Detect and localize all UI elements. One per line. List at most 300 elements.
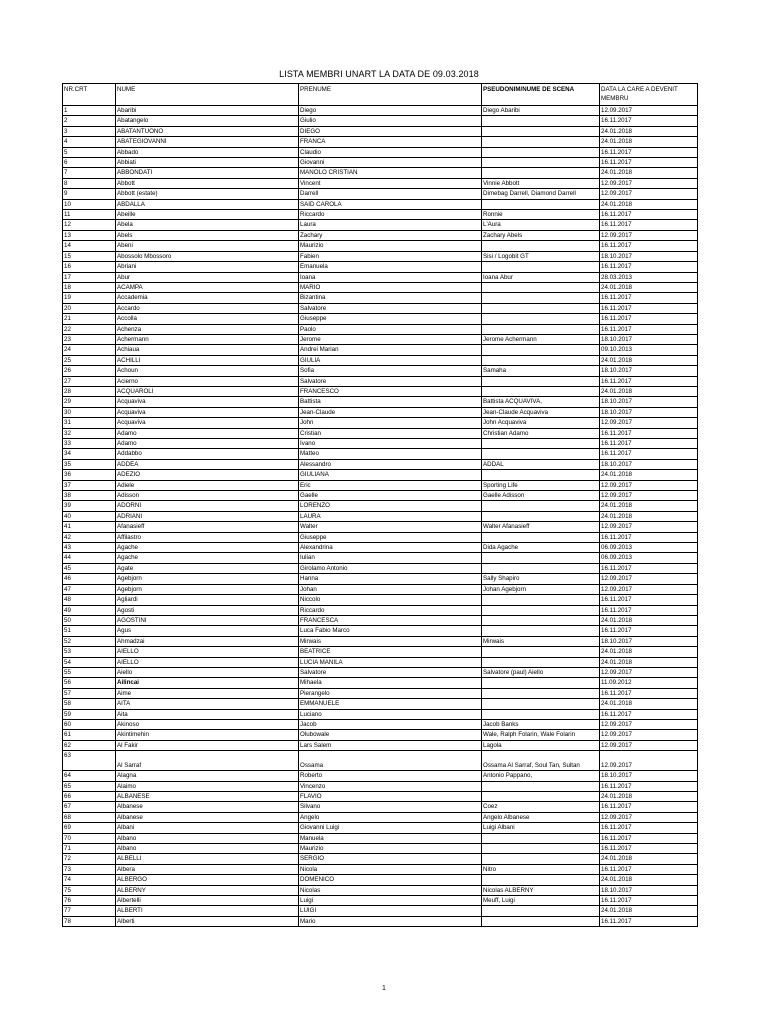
cell-data-membru: 11.09.2012	[600, 678, 698, 688]
cell-data-membru: 12.09.2017	[600, 522, 698, 532]
cell-pseudonim: Zachary Abels	[482, 230, 600, 240]
cell-pseudonim: Walter Afanasieff	[482, 522, 600, 532]
cell-nume: Adiele	[116, 480, 299, 490]
cell-prenume: DOMENICO	[299, 875, 482, 885]
cell-prenume: Bizantina	[299, 293, 482, 303]
cell-pseudonim	[482, 199, 600, 209]
cell-pseudonim: Johan Agebjorn	[482, 584, 600, 594]
cell-data-membru: 18.10.2017	[600, 397, 698, 407]
cell-nr-crt: 76	[63, 896, 116, 906]
cell-prenume: Nicolas	[299, 885, 482, 895]
cell-nume: Abossolo Mbossoro	[116, 251, 299, 261]
cell-nr-crt: 67	[63, 802, 116, 812]
table-row	[63, 532, 698, 542]
table-row	[63, 397, 698, 407]
cell-pseudonim	[482, 282, 600, 292]
cell-nr-crt: 48	[63, 595, 116, 605]
cell-pseudonim	[482, 501, 600, 511]
table-row	[63, 792, 698, 802]
cell-prenume: Riccardo	[299, 210, 482, 220]
cell-nume: Acquaviva	[116, 397, 299, 407]
cell-data-membru: 16.11.2017	[600, 439, 698, 449]
table-row	[63, 751, 698, 771]
cell-data-membru: 18.10.2017	[600, 636, 698, 646]
cell-pseudonim	[482, 854, 600, 864]
cell-data-membru: 24.01.2018	[600, 168, 698, 178]
cell-nr-crt: 1	[63, 106, 116, 116]
cell-nume: Abbado	[116, 147, 299, 157]
cell-data-membru: 16.11.2017	[600, 709, 698, 719]
cell-nume: ADORNI	[116, 501, 299, 511]
cell-nume: ALBERGO	[116, 875, 299, 885]
cell-data-membru: 18.10.2017	[600, 251, 698, 261]
cell-nume: Alaimo	[116, 781, 299, 791]
column-header-nume: NUME	[116, 84, 299, 106]
cell-data-membru: 16.11.2017	[600, 210, 698, 220]
table-row	[63, 282, 698, 292]
cell-prenume: Lars Salem	[299, 740, 482, 750]
cell-nr-crt: 39	[63, 501, 116, 511]
cell-data-membru: 16.11.2017	[600, 241, 698, 251]
table-row	[63, 137, 698, 147]
cell-data-membru: 12.09.2017	[600, 230, 698, 240]
cell-nume: Albanese	[116, 812, 299, 822]
cell-nume: Achoun	[116, 366, 299, 376]
cell-prenume: LUIGI	[299, 906, 482, 916]
table-row	[63, 667, 698, 677]
cell-data-membru: 16.11.2017	[600, 303, 698, 313]
cell-prenume: Luigi	[299, 896, 482, 906]
cell-nume: Adisson	[116, 491, 299, 501]
cell-pseudonim: Angelo Albanese	[482, 812, 600, 822]
cell-data-membru: 24.01.2018	[600, 386, 698, 396]
cell-prenume: Ioana	[299, 272, 482, 282]
table-row	[63, 574, 698, 584]
cell-nr-crt: 54	[63, 657, 116, 667]
cell-nr-crt: 70	[63, 833, 116, 843]
cell-nr-crt: 78	[63, 916, 116, 926]
cell-nume: Addabbo	[116, 449, 299, 459]
cell-prenume: Luciano	[299, 709, 482, 719]
table-row	[63, 439, 698, 449]
table-row	[63, 324, 698, 334]
table-row	[63, 812, 698, 822]
cell-nume: Afanasieff	[116, 522, 299, 532]
cell-nume: Accademia	[116, 293, 299, 303]
cell-nume: Akintimehin	[116, 730, 299, 740]
cell-pseudonim	[482, 168, 600, 178]
cell-prenume: Matteo	[299, 449, 482, 459]
table-row	[63, 511, 698, 521]
table-row	[63, 885, 698, 895]
table-row	[63, 678, 698, 688]
cell-nume: Accardo	[116, 303, 299, 313]
cell-nr-crt: 32	[63, 428, 116, 438]
cell-nume: ACHILLI	[116, 355, 299, 365]
cell-nr-crt: 45	[63, 563, 116, 573]
cell-nr-crt: 24	[63, 345, 116, 355]
cell-prenume: Roberto	[299, 771, 482, 781]
cell-nr-crt: 66	[63, 792, 116, 802]
table-row	[63, 355, 698, 365]
table-row	[63, 615, 698, 625]
cell-pseudonim	[482, 137, 600, 147]
cell-data-membru: 16.11.2017	[600, 896, 698, 906]
cell-pseudonim	[482, 449, 600, 459]
cell-nr-crt: 19	[63, 293, 116, 303]
table-row	[63, 251, 698, 261]
cell-prenume: FRANCA	[299, 137, 482, 147]
cell-nume: Agebjorn	[116, 584, 299, 594]
cell-data-membru: 24.01.2018	[600, 282, 698, 292]
cell-data-membru: 24.01.2018	[600, 511, 698, 521]
cell-prenume: Iulian	[299, 553, 482, 563]
cell-data-membru: 12.09.2017	[600, 667, 698, 677]
cell-nume: ALBANESE	[116, 792, 299, 802]
cell-prenume: Riccardo	[299, 605, 482, 615]
cell-nr-crt: 35	[63, 459, 116, 469]
table-row	[63, 210, 698, 220]
cell-nume: AGOSTINI	[116, 615, 299, 625]
table-row	[63, 178, 698, 188]
table-row	[63, 428, 698, 438]
cell-nr-crt: 13	[63, 230, 116, 240]
cell-prenume: Giuseppe	[299, 532, 482, 542]
cell-nr-crt: 34	[63, 449, 116, 459]
cell-pseudonim: Sisi / Logobit GT	[482, 251, 600, 261]
cell-data-membru: 16.11.2017	[600, 262, 698, 272]
cell-nr-crt: 12	[63, 220, 116, 230]
table-row	[63, 730, 698, 740]
cell-nume: AITA	[116, 699, 299, 709]
cell-nume: Aime	[116, 688, 299, 698]
cell-nr-crt: 23	[63, 334, 116, 344]
cell-pseudonim: Salvatore (paul) Aiello	[482, 667, 600, 677]
cell-pseudonim	[482, 532, 600, 542]
cell-nume: Aita	[116, 709, 299, 719]
table-header-row	[63, 84, 698, 106]
cell-nr-crt: 2	[63, 116, 116, 126]
cell-data-membru: 18.10.2017	[600, 334, 698, 344]
cell-nr-crt: 44	[63, 553, 116, 563]
cell-data-membru: 18.10.2017	[600, 885, 698, 895]
column-header-pseudonim: PSEUDONIM/NUME DE SCENA	[482, 84, 600, 106]
cell-nume: Abbiati	[116, 158, 299, 168]
table-row	[63, 543, 698, 553]
cell-pseudonim	[482, 699, 600, 709]
cell-data-membru: 18.10.2017	[600, 771, 698, 781]
cell-pseudonim	[482, 709, 600, 719]
cell-prenume: Eric	[299, 480, 482, 490]
cell-nr-crt: 56	[63, 678, 116, 688]
cell-data-membru: 24.01.2018	[600, 657, 698, 667]
cell-pseudonim: Luigi Albani	[482, 823, 600, 833]
cell-pseudonim	[482, 906, 600, 916]
cell-pseudonim: Nicolas ALBERNY	[482, 885, 600, 895]
cell-data-membru: 12.09.2017	[600, 189, 698, 199]
cell-nr-crt: 40	[63, 511, 116, 521]
cell-prenume: FLAVIO	[299, 792, 482, 802]
cell-nume: ALBERTI	[116, 906, 299, 916]
cell-nume: Abeille	[116, 210, 299, 220]
cell-pseudonim: Dimebag Darrell, Diamond Darrell	[482, 189, 600, 199]
cell-nume: Alagna	[116, 771, 299, 781]
cell-nume: ABBONDATI	[116, 168, 299, 178]
cell-pseudonim	[482, 615, 600, 625]
cell-pseudonim	[482, 781, 600, 791]
table-row	[63, 126, 698, 136]
cell-data-membru: 16.11.2017	[600, 376, 698, 386]
cell-data-membru: 16.11.2017	[600, 532, 698, 542]
cell-nume: Albano	[116, 833, 299, 843]
cell-prenume: Mario	[299, 916, 482, 926]
cell-prenume: Vincent	[299, 178, 482, 188]
cell-nume: AIELLO	[116, 647, 299, 657]
cell-data-membru: 18.10.2017	[600, 407, 698, 417]
cell-nr-crt: 62	[63, 740, 116, 750]
table-row	[63, 584, 698, 594]
table-row	[63, 480, 698, 490]
cell-pseudonim	[482, 605, 600, 615]
cell-data-membru: 16.11.2017	[600, 293, 698, 303]
cell-nr-crt: 8	[63, 178, 116, 188]
table-row	[63, 418, 698, 428]
cell-pseudonim: John Acquaviva	[482, 418, 600, 428]
cell-pseudonim	[482, 916, 600, 926]
cell-nume: ADRIANI	[116, 511, 299, 521]
cell-data-membru: 24.01.2018	[600, 615, 698, 625]
cell-data-membru: 06.09.2013	[600, 553, 698, 563]
cell-pseudonim	[482, 241, 600, 251]
cell-nr-crt: 15	[63, 251, 116, 261]
cell-nr-crt: 9	[63, 189, 116, 199]
cell-nr-crt: 61	[63, 730, 116, 740]
cell-nume: ABDALLA	[116, 199, 299, 209]
cell-nume: Achiaua	[116, 345, 299, 355]
cell-data-membru: 12.09.2017	[600, 178, 698, 188]
cell-prenume: FRANCESCA	[299, 615, 482, 625]
table-row	[63, 657, 698, 667]
cell-nume: Abaribi	[116, 106, 299, 116]
cell-pseudonim	[482, 116, 600, 126]
cell-data-membru: 24.01.2018	[600, 199, 698, 209]
cell-nr-crt: 27	[63, 376, 116, 386]
cell-nume: Abur	[116, 272, 299, 282]
cell-pseudonim	[482, 833, 600, 843]
cell-prenume: Angelo	[299, 812, 482, 822]
cell-prenume: Darrell	[299, 189, 482, 199]
cell-nr-crt: 22	[63, 324, 116, 334]
column-header-nr-crt: NR.CRT	[63, 84, 116, 106]
table-row	[63, 386, 698, 396]
cell-nume: ALBELLI	[116, 854, 299, 864]
table-row	[63, 314, 698, 324]
cell-data-membru: 16.11.2017	[600, 220, 698, 230]
table-row	[63, 875, 698, 885]
cell-prenume: Nicola	[299, 864, 482, 874]
cell-data-membru: 24.01.2018	[600, 647, 698, 657]
cell-nume: Al Sarraf	[116, 751, 299, 771]
cell-nr-crt: 52	[63, 636, 116, 646]
cell-nume: Abeni	[116, 241, 299, 251]
cell-prenume: Girolamo Antonio	[299, 563, 482, 573]
cell-pseudonim	[482, 303, 600, 313]
cell-pseudonim: Mirwais	[482, 636, 600, 646]
cell-nr-crt: 49	[63, 605, 116, 615]
cell-nume: Agache	[116, 543, 299, 553]
cell-prenume: Johan	[299, 584, 482, 594]
cell-data-membru: 12.09.2017	[600, 740, 698, 750]
cell-nr-crt: 72	[63, 854, 116, 864]
cell-nume: Albani	[116, 823, 299, 833]
cell-nume: Akinoso	[116, 719, 299, 729]
cell-data-membru: 12.09.2017	[600, 812, 698, 822]
cell-nume: Accolla	[116, 314, 299, 324]
cell-nume: Ailincai	[116, 678, 299, 688]
table-row	[63, 189, 698, 199]
cell-prenume: Alessandro	[299, 459, 482, 469]
cell-nr-crt: 37	[63, 480, 116, 490]
cell-nume: ABATANTUONO	[116, 126, 299, 136]
cell-pseudonim	[482, 470, 600, 480]
cell-data-membru: 06.09.2013	[600, 543, 698, 553]
table-row	[63, 158, 698, 168]
cell-nume: Al Fakir	[116, 740, 299, 750]
table-row	[63, 781, 698, 791]
cell-prenume: Maurizio	[299, 844, 482, 854]
cell-prenume: Laura	[299, 220, 482, 230]
cell-nr-crt: 36	[63, 470, 116, 480]
table-row	[63, 771, 698, 781]
cell-pseudonim: Jean-Claude Acquaviva	[482, 407, 600, 417]
table-row	[63, 854, 698, 864]
members-table	[62, 83, 698, 927]
table-row	[63, 293, 698, 303]
table-row	[63, 844, 698, 854]
cell-pseudonim	[482, 678, 600, 688]
cell-pseudonim: Dida Agache	[482, 543, 600, 553]
cell-nr-crt: 11	[63, 210, 116, 220]
table-row	[63, 220, 698, 230]
cell-data-membru: 24.01.2018	[600, 126, 698, 136]
cell-nr-crt: 46	[63, 574, 116, 584]
cell-nr-crt: 68	[63, 812, 116, 822]
cell-nr-crt: 71	[63, 844, 116, 854]
table-row	[63, 823, 698, 833]
cell-pseudonim: Lagola	[482, 740, 600, 750]
cell-nume: Abriani	[116, 262, 299, 272]
cell-nr-crt: 64	[63, 771, 116, 781]
cell-nr-crt: 57	[63, 688, 116, 698]
table-row	[63, 595, 698, 605]
cell-nr-crt: 5	[63, 147, 116, 157]
cell-pseudonim: Wale, Ralph Folarin, Wale Folarin	[482, 730, 600, 740]
cell-nume: Aiello	[116, 667, 299, 677]
cell-nr-crt: 33	[63, 439, 116, 449]
column-header-prenume: PRENUME	[299, 84, 482, 106]
cell-nume: Albera	[116, 864, 299, 874]
cell-data-membru: 24.01.2018	[600, 470, 698, 480]
cell-nr-crt: 21	[63, 314, 116, 324]
cell-prenume: LAURA	[299, 511, 482, 521]
cell-data-membru: 18.10.2017	[600, 366, 698, 376]
cell-pseudonim: Vinnie Abbott	[482, 178, 600, 188]
cell-prenume: Manuela	[299, 833, 482, 843]
cell-data-membru: 16.11.2017	[600, 688, 698, 698]
cell-pseudonim	[482, 293, 600, 303]
cell-prenume: Andrei Marian	[299, 345, 482, 355]
cell-pseudonim	[482, 386, 600, 396]
cell-data-membru: 24.01.2018	[600, 355, 698, 365]
cell-data-membru: 16.11.2017	[600, 563, 698, 573]
cell-nume: Agliardi	[116, 595, 299, 605]
cell-nr-crt: 38	[63, 491, 116, 501]
cell-pseudonim	[482, 626, 600, 636]
table-row	[63, 241, 698, 251]
cell-prenume: Battista	[299, 397, 482, 407]
cell-prenume: GIULIA	[299, 355, 482, 365]
table-row	[63, 916, 698, 926]
cell-nr-crt: 51	[63, 626, 116, 636]
cell-prenume: Salvatore	[299, 303, 482, 313]
cell-data-membru: 24.01.2018	[600, 501, 698, 511]
cell-data-membru: 16.11.2017	[600, 147, 698, 157]
cell-prenume: Sofia	[299, 366, 482, 376]
cell-pseudonim: Gaelle Adisson	[482, 491, 600, 501]
cell-nr-crt: 16	[63, 262, 116, 272]
cell-prenume: Ossama	[299, 751, 482, 771]
cell-data-membru: 16.11.2017	[600, 916, 698, 926]
cell-data-membru: 16.11.2017	[600, 802, 698, 812]
table-row	[63, 626, 698, 636]
cell-pseudonim	[482, 355, 600, 365]
cell-prenume: FRANCESCO	[299, 386, 482, 396]
cell-nume: Ahmadzai	[116, 636, 299, 646]
cell-pseudonim	[482, 147, 600, 157]
cell-nr-crt: 41	[63, 522, 116, 532]
cell-nume: Abela	[116, 220, 299, 230]
cell-prenume: Giovanni	[299, 158, 482, 168]
cell-nr-crt: 74	[63, 875, 116, 885]
table-row	[63, 230, 698, 240]
cell-nume: Adamo	[116, 428, 299, 438]
table-row	[63, 470, 698, 480]
cell-prenume: Olubowale	[299, 730, 482, 740]
cell-prenume: Walter	[299, 522, 482, 532]
table-row	[63, 709, 698, 719]
cell-pseudonim	[482, 657, 600, 667]
cell-pseudonim	[482, 563, 600, 573]
cell-nr-crt: 20	[63, 303, 116, 313]
table-row	[63, 605, 698, 615]
cell-prenume: Niccolo	[299, 595, 482, 605]
table-row	[63, 345, 698, 355]
cell-nume: Alberti	[116, 916, 299, 926]
cell-prenume: BEATRICE	[299, 647, 482, 657]
cell-data-membru: 18.10.2017	[600, 459, 698, 469]
cell-data-membru: 16.11.2017	[600, 324, 698, 334]
cell-data-membru: 16.11.2017	[600, 823, 698, 833]
cell-data-membru: 12.09.2017	[600, 751, 698, 771]
table-row	[63, 699, 698, 709]
cell-prenume: Emanuela	[299, 262, 482, 272]
cell-nume: Albertelli	[116, 896, 299, 906]
cell-nr-crt: 77	[63, 906, 116, 916]
cell-prenume: LORENZO	[299, 501, 482, 511]
cell-data-membru: 09.10.2013	[600, 345, 698, 355]
cell-prenume: Paolo	[299, 324, 482, 334]
cell-prenume: Mihaela	[299, 678, 482, 688]
